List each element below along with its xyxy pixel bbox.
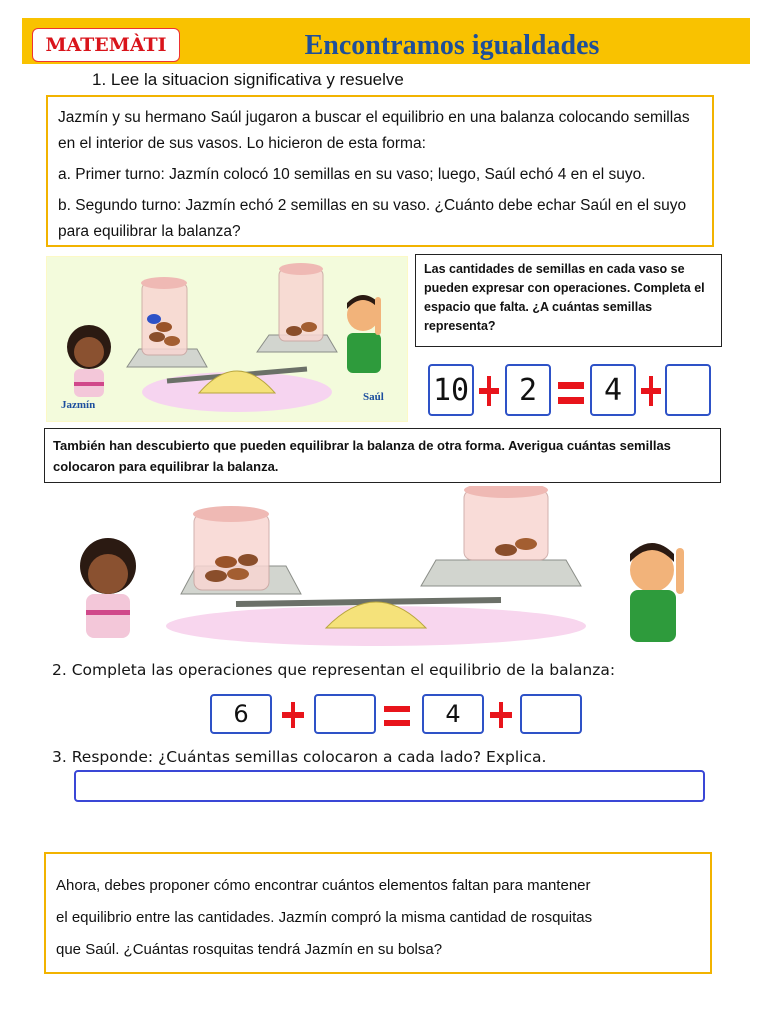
cup-icon [141, 277, 187, 355]
eq2-value-a: 6 [233, 700, 249, 728]
cup-icon [464, 486, 548, 560]
question-3: 3. Responde: ¿Cuántas semillas colocaron a cada lado? Explica. [52, 748, 547, 766]
eq2-box-a [210, 694, 272, 734]
answer-input[interactable] [74, 770, 705, 802]
story-turn-b: b. Segundo turno: Jazmín echó 2 semillas en su vaso. ¿Cuánto debe echar Saúl en el suyo para equilibrar la balanza? [58, 197, 687, 240]
discover-box [44, 428, 721, 483]
label-jazmin: Jazmín [61, 399, 96, 411]
balance-scene-2 [46, 486, 723, 652]
cup-icon [193, 506, 269, 590]
story-intro: Jazmín y su hermano Saúl jugaron a buscar el equilibrio en una balanza colocando semillas en el interior de sus vasos. Lo hicieron de esta forma: [58, 109, 690, 152]
final-box [44, 852, 712, 974]
plus-icon [641, 376, 661, 406]
discover-text: También han descubierto que pueden equilibrar la balanza de otra forma. Averigua cuántas semillas colocaron para equilibrar la balanza. [53, 438, 671, 474]
eq1-value-b: 2 [518, 372, 538, 408]
eq1-box-a [428, 364, 474, 416]
eq1-answer-box[interactable] [665, 364, 711, 416]
eq2-box-c [422, 694, 484, 734]
girl-icon [67, 325, 111, 397]
girl-icon [80, 538, 136, 638]
eq2-value-c: 4 [445, 700, 461, 728]
question-box [415, 254, 722, 347]
eq2-answer-box-b[interactable] [314, 694, 376, 734]
final-line-1: Ahora, debes proponer cómo encontrar cuántos elementos faltan para mantener [56, 877, 591, 894]
plus-icon [479, 376, 499, 406]
boy-icon [347, 295, 381, 373]
cup-icon [279, 263, 323, 341]
eq2-answer-box-d[interactable] [520, 694, 582, 734]
page-title: Encontramos igualdades [304, 30, 600, 61]
question-text: Las cantidades de semillas en cada vaso se pueden expresar con operaciones. Completa el espacio que falta. ¿A cuántas semillas representa? [424, 262, 705, 333]
eq1-box-c [590, 364, 636, 416]
instruction-1: 1. Lee la situacion significativa y resuelve [92, 70, 404, 89]
eq1-value-a: 10 [432, 372, 470, 408]
final-line-3: que Saúl. ¿Cuántas rosquitas tendrá Jazmín en su bolsa? [56, 941, 443, 958]
subject-tag: MATEMÀTI [32, 28, 180, 62]
equals-icon [558, 382, 584, 404]
boy-icon [630, 543, 684, 642]
label-saul: Saúl [363, 391, 384, 403]
plus-icon [282, 702, 304, 728]
balance-scene-1 [46, 256, 408, 422]
eq1-value-c: 4 [603, 372, 623, 408]
question-2: 2. Completa las operaciones que representan el equilibrio de la balanza: [52, 661, 616, 679]
balance-illustration-1 [47, 257, 409, 423]
equals-icon [384, 706, 410, 726]
story-box [46, 95, 714, 247]
eq1-box-b [505, 364, 551, 416]
plus-icon [490, 702, 512, 728]
balance-illustration-2 [46, 486, 723, 652]
final-line-2: el equilibrio entre las cantidades. Jazmín compró la misma cantidad de rosquitas [56, 909, 593, 926]
story-turn-a: a. Primer turno: Jazmín colocó 10 semillas en su vaso; luego, Saúl echó 4 en el suyo. [58, 166, 646, 183]
